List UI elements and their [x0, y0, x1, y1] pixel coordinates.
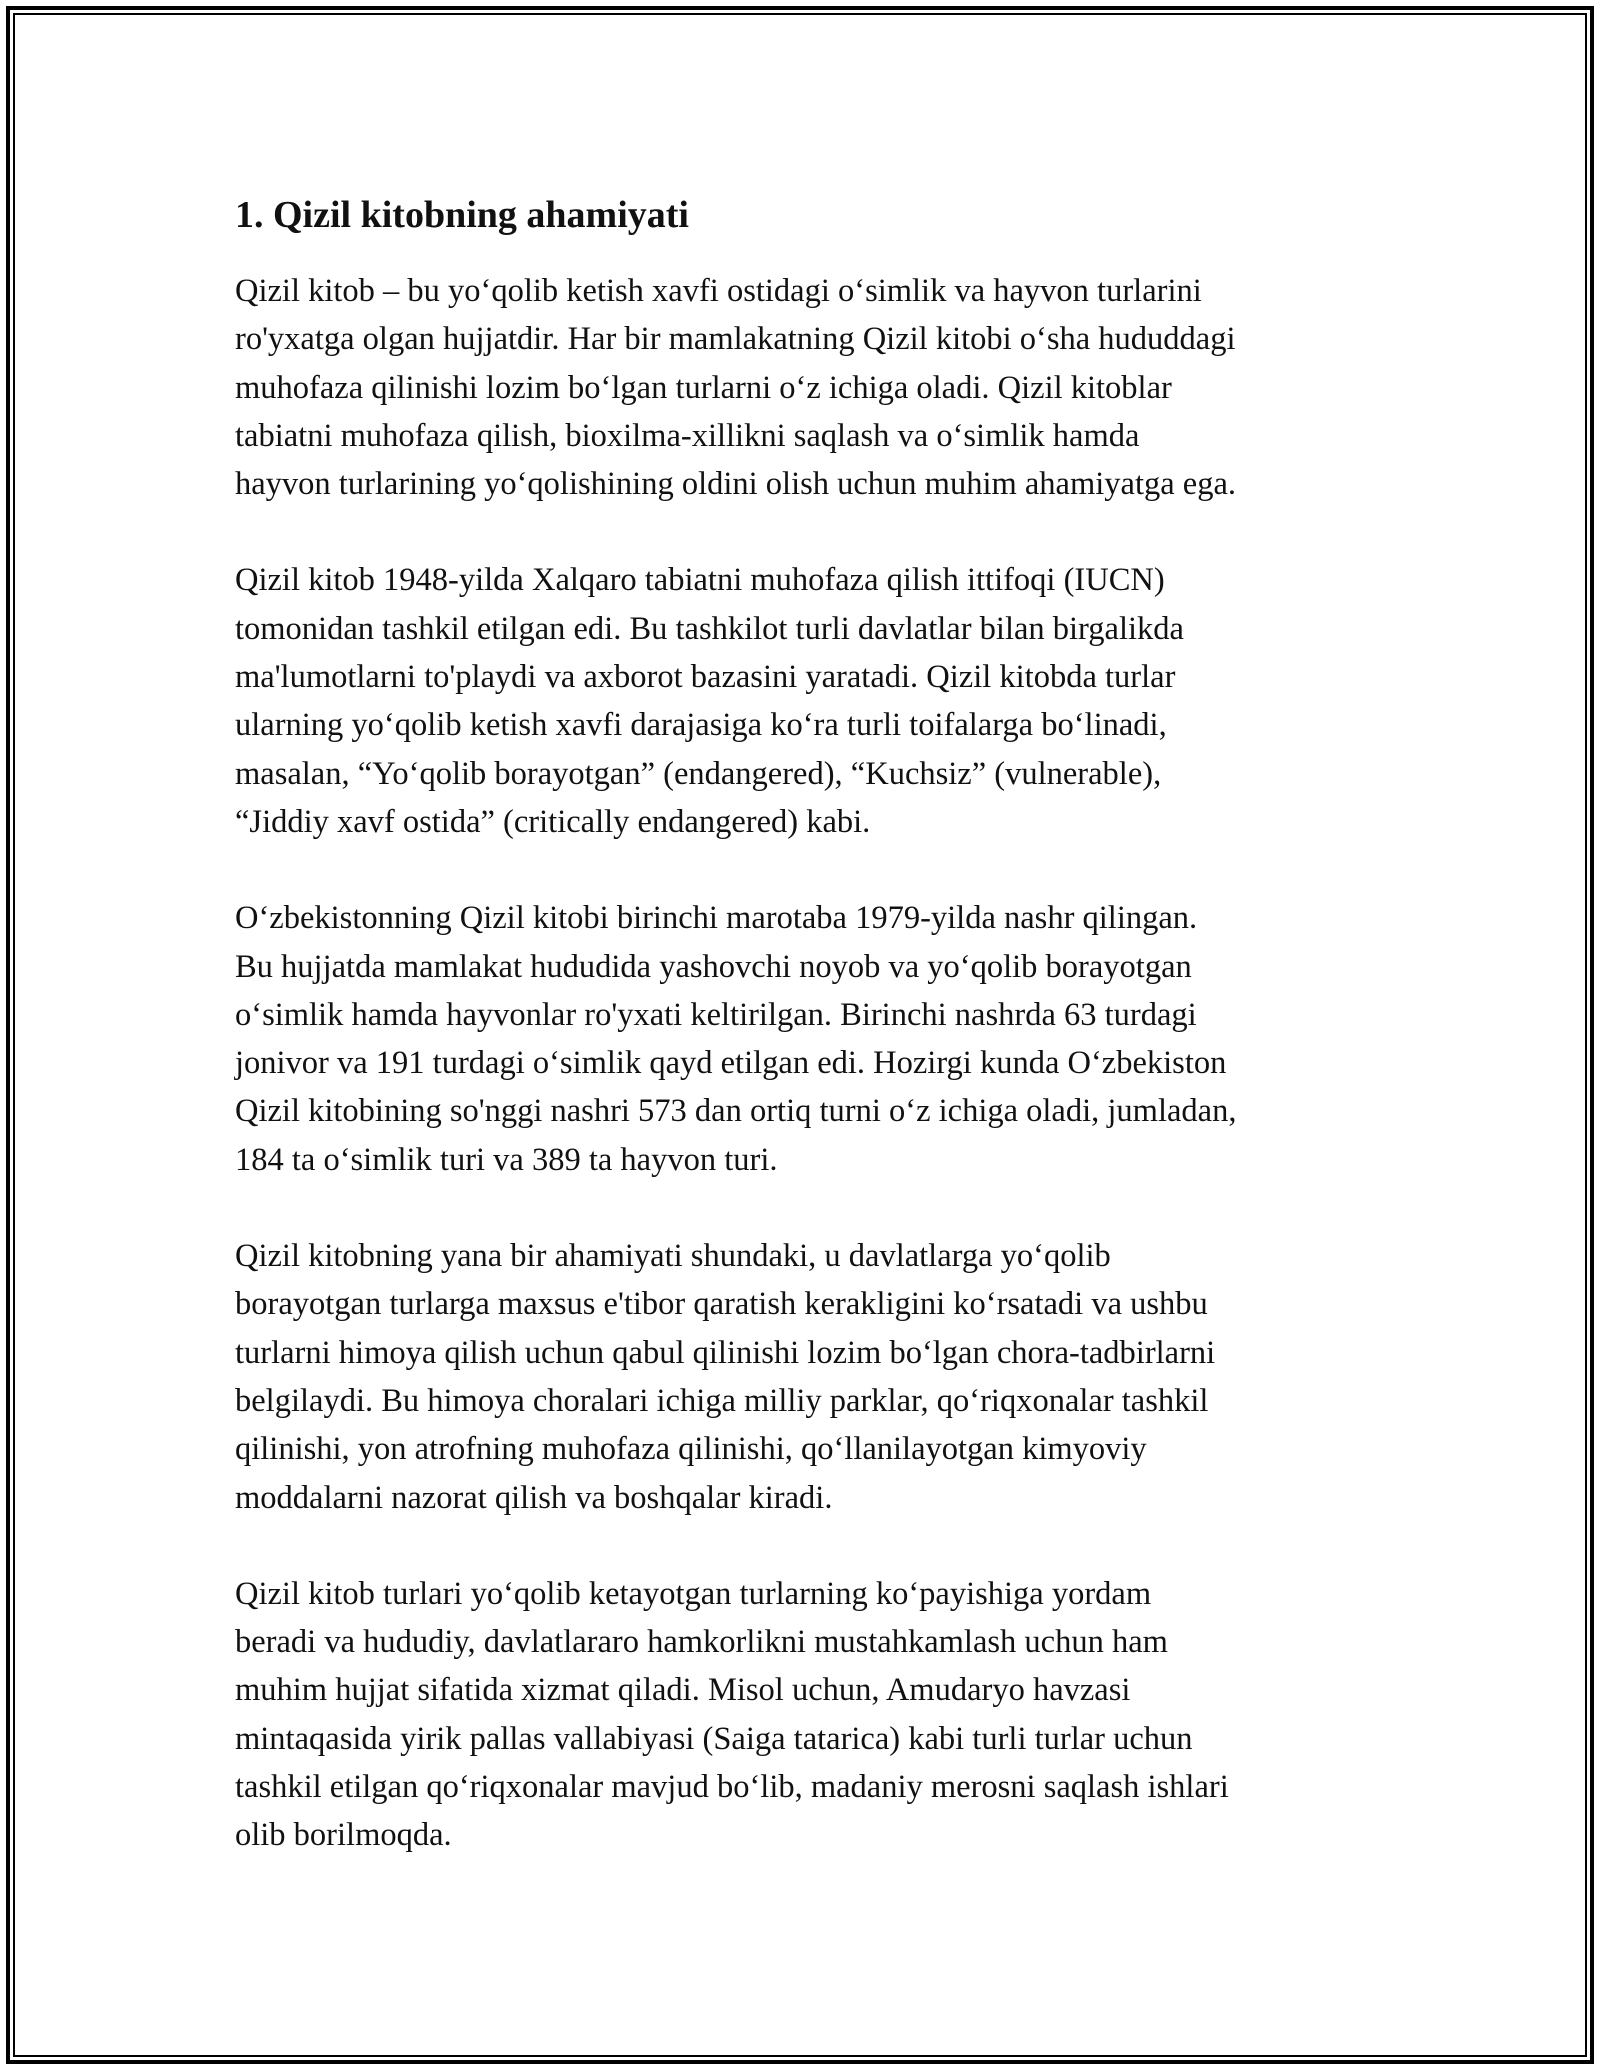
paragraph-line: turlarni himoya qilish uchun qabul qilinishi lozim bo‘lgan chora-tadbirlarni	[235, 1334, 1216, 1371]
paragraph-line: Qizil kitob – bu yo‘qolib ketish xavfi ostidagi o‘simlik va hayvon turlarini	[235, 273, 1202, 309]
document-body	[235, 185, 1370, 1908]
paragraph-line: tabiatni muhofaza qilish, bioxilma-xillikni saqlash va o‘simlik hamda	[235, 417, 1140, 454]
paragraph-line: tashkil etilgan qo‘riqxonalar mavjud bo‘lib, madaniy merosni saqlash ishlari	[235, 1769, 1229, 1806]
document-title: 1. Qizil kitobning ahamiyati	[235, 194, 689, 236]
paragraph-line: beradi va hududiy, davlatlararo hamkorlikni mustahkamlash uchun ham	[235, 1624, 1168, 1661]
paragraph-line: masalan, “Yo‘qolib borayotgan” (endangered), “Kuchsiz” (vulnerable),	[235, 755, 1162, 792]
paragraph-line: ro'yxatga olgan hujjatdir. Har bir mamlakatning Qizil kitobi o‘sha hududdagi	[235, 321, 1236, 358]
paragraph-line: Qizil kitob 1948-yilda Xalqaro tabiatni muhofaza qilish ittifoqi (IUCN)	[235, 562, 1165, 599]
paragraph-line: moddalarni nazorat qilish va boshqalar kiradi.	[235, 1479, 833, 1516]
paragraph-line: o‘simlik hamda hayvonlar ro'yxati keltirilgan. Birinchi nashrda 63 turdagi	[235, 996, 1197, 1033]
paragraph-line: Bu hujjatda mamlakat hududida yashovchi noyob va yo‘qolib borayotgan	[235, 948, 1192, 985]
paragraph-5	[235, 1570, 1370, 1860]
paragraph-4	[235, 1232, 1370, 1522]
paragraph-line: muhim hujjat sifatida xizmat qiladi. Misol uchun, Amudaryo havzasi	[235, 1672, 1131, 1709]
paragraph-line: Qizil kitob turlari yo‘qolib ketayotgan turlarning ko‘payishiga yordam	[235, 1575, 1152, 1612]
paragraph-line: borayotgan turlarga maxsus e'tibor qaratish kerakligini ko‘rsatadi va ushbu	[235, 1286, 1208, 1323]
paragraph-line: mintaqasida yirik pallas vallabiyasi (Saiga tatarica) kabi turli turlar uchun	[235, 1720, 1193, 1757]
paragraph-line: qilinishi, yon atrofning muhofaza qilinishi, qo‘llanilayotgan kimyoviy	[235, 1431, 1147, 1468]
paragraph-line: 184 ta o‘simlik turi va 389 ta hayvon turi.	[235, 1141, 778, 1178]
paragraph-line: jonivor va 191 turdagi o‘simlik qayd etilgan edi. Hozirgi kunda O‘zbekiston	[235, 1045, 1227, 1082]
paragraph-line: muhofaza qilinishi lozim bo‘lgan turlarni o‘z ichiga oladi. Qizil kitoblar	[235, 369, 1172, 406]
paragraph-line: Qizil kitobining so'nggi nashri 573 dan ortiq turni o‘z ichiga oladi, jumladan,	[235, 1093, 1237, 1130]
paragraph-line: Qizil kitobning yana bir ahamiyati shundaki, u davlatlarga yo‘qolib	[235, 1238, 1111, 1275]
paragraph-2	[235, 556, 1370, 846]
paragraph-line: tomonidan tashkil etilgan edi. Bu tashkilot turli davlatlar bilan birgalikda	[235, 610, 1184, 647]
paragraph-line: olib borilmoqda.	[235, 1817, 452, 1854]
paragraph-line: ma'lumotlarni to'playdi va axborot bazasini yaratadi. Qizil kitobda turlar	[235, 659, 1176, 696]
paragraph-line: “Jiddiy xavf ostida” (critically endangered) kabi.	[235, 803, 871, 840]
paragraph-line: belgilaydi. Bu himoya choralari ichiga milliy parklar, qo‘riqxonalar tashkil	[235, 1382, 1209, 1419]
paragraph-line: ularning yo‘qolib ketish xavfi darajasiga ko‘ra turli toifalarga bo‘linadi,	[235, 707, 1167, 744]
paragraph-line: hayvon turlarining yo‘qolishining oldini olish uchun muhim ahamiyatga ega.	[235, 466, 1237, 503]
paragraph-1	[235, 267, 1370, 508]
paragraph-3	[235, 894, 1370, 1184]
paragraph-line: O‘zbekistonning Qizil kitobi birinchi marotaba 1979-yilda nashr qilingan.	[235, 900, 1198, 937]
